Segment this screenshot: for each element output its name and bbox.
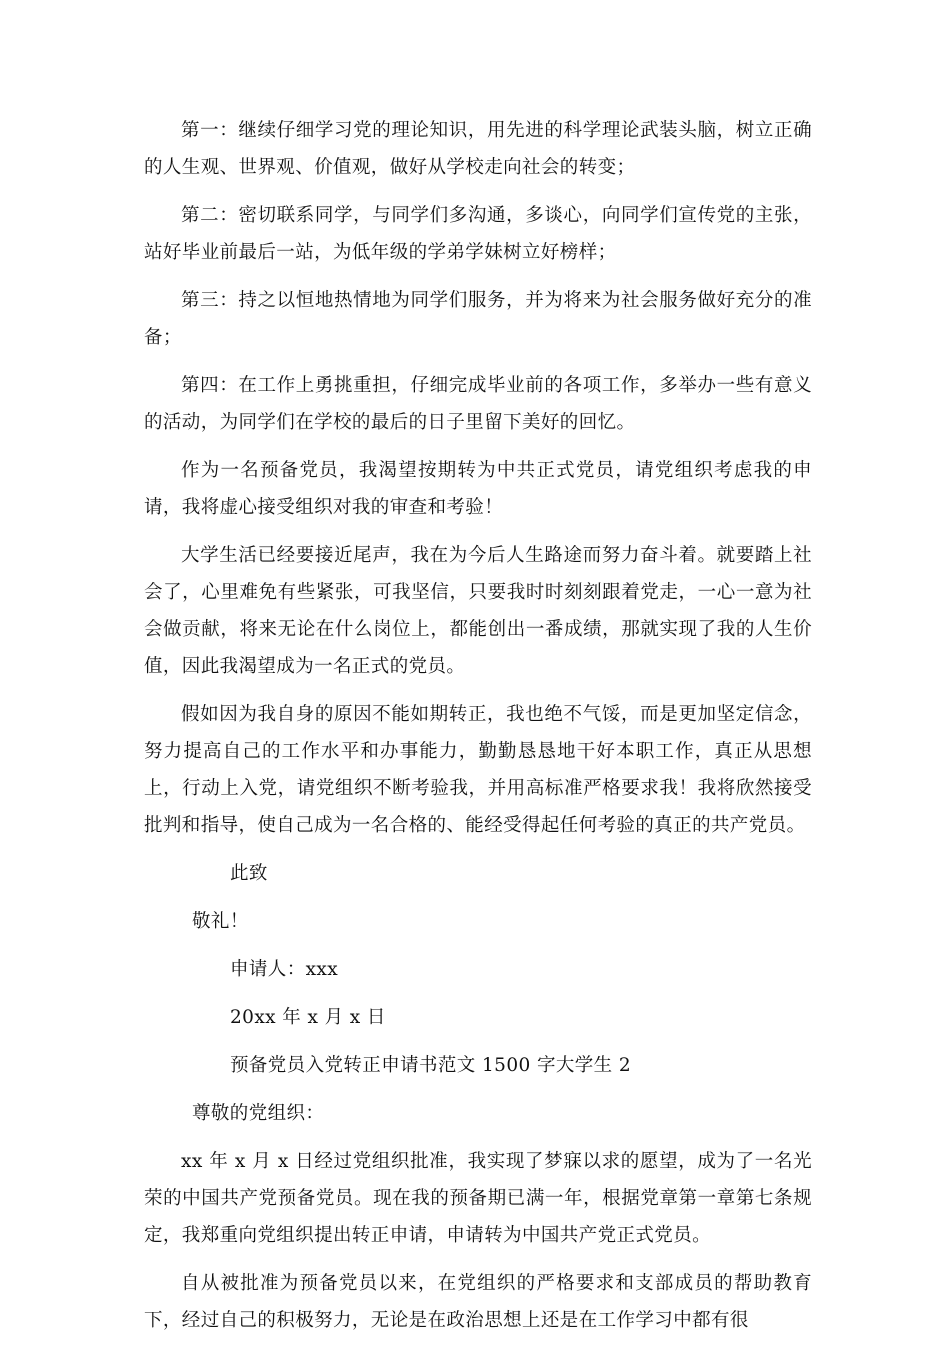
paragraph-university-life: 大学生活已经要接近尾声，我在为今后人生路途而努力奋斗着。就要踏上社会了，心里难免有些紧张，可我坚信，只要我时时刻刻跟着党走，一心一意为社会做贡献，将来无论在什么岗位上，都能创出一番成绩，那就实现了我的人生价值，因此我渴望成为一名正式的党员。	[144, 545, 812, 677]
applicant-line: 申请人：xxx	[230, 959, 339, 980]
date-line: 20xx 年 x 月 x 日	[230, 1007, 386, 1028]
paragraph-first: 第一：继续仔细学习党的理论知识，用先进的科学理论武装头脑，树立正确的人生观、世界观、价值观，做好从学校走向社会的转变；	[144, 120, 812, 178]
paragraph-third: 第三：持之以恒地热情地为同学们服务，并为将来为社会服务做好充分的准备；	[144, 290, 812, 348]
closing-cizhi: 此致	[230, 863, 268, 884]
closing-jingli: 敬礼！	[192, 911, 249, 932]
paragraph-since-approved: 自从被批准为预备党员以来，在党组织的严格要求和支部成员的帮助教育下，经过自己的积极努力，无论是在政治思想上还是在工作学习中都有很	[144, 1273, 812, 1331]
paragraph-fourth: 第四：在工作上勇挑重担，仔细完成毕业前的各项工作，多举办一些有意义的活动，为同学们在学校的最后的日子里留下美好的回忆。	[144, 375, 812, 433]
paragraph-request: 作为一名预备党员，我渴望按期转为中共正式党员，请党组织考虑我的申请，我将虚心接受组织对我的审查和考验！	[144, 460, 812, 518]
document-body	[144, 112, 812, 1350]
salutation: 尊敬的党组织：	[192, 1103, 325, 1124]
section-title: 预备党员入党转正申请书范文 1500 字大学生 2	[230, 1055, 631, 1076]
paragraph-approval: xx 年 x 月 x 日经过党组织批准，我实现了梦寐以求的愿望，成为了一名光荣的中国共产党预备党员。现在我的预备期已满一年，根据党章第一章第七条规定，我郑重向党组织提出转正申请，申请转为中国共产党正式党员。	[144, 1151, 812, 1246]
paragraph-second: 第二：密切联系同学，与同学们多沟通，多谈心，向同学们宣传党的主张，站好毕业前最后一站，为低年级的学弟学妹树立好榜样；	[144, 205, 812, 263]
paragraph-if-not-approved: 假如因为我自身的原因不能如期转正，我也绝不气馁，而是更加坚定信念，努力提高自己的工作水平和办事能力，勤勤恳恳地干好本职工作，真正从思想上，行动上入党，请党组织不断考验我，并用高标准严格要求我！我将欣然接受批判和指导，使自己成为一名合格的、能经受得起任何考验的真正的共产党员。	[144, 704, 812, 836]
